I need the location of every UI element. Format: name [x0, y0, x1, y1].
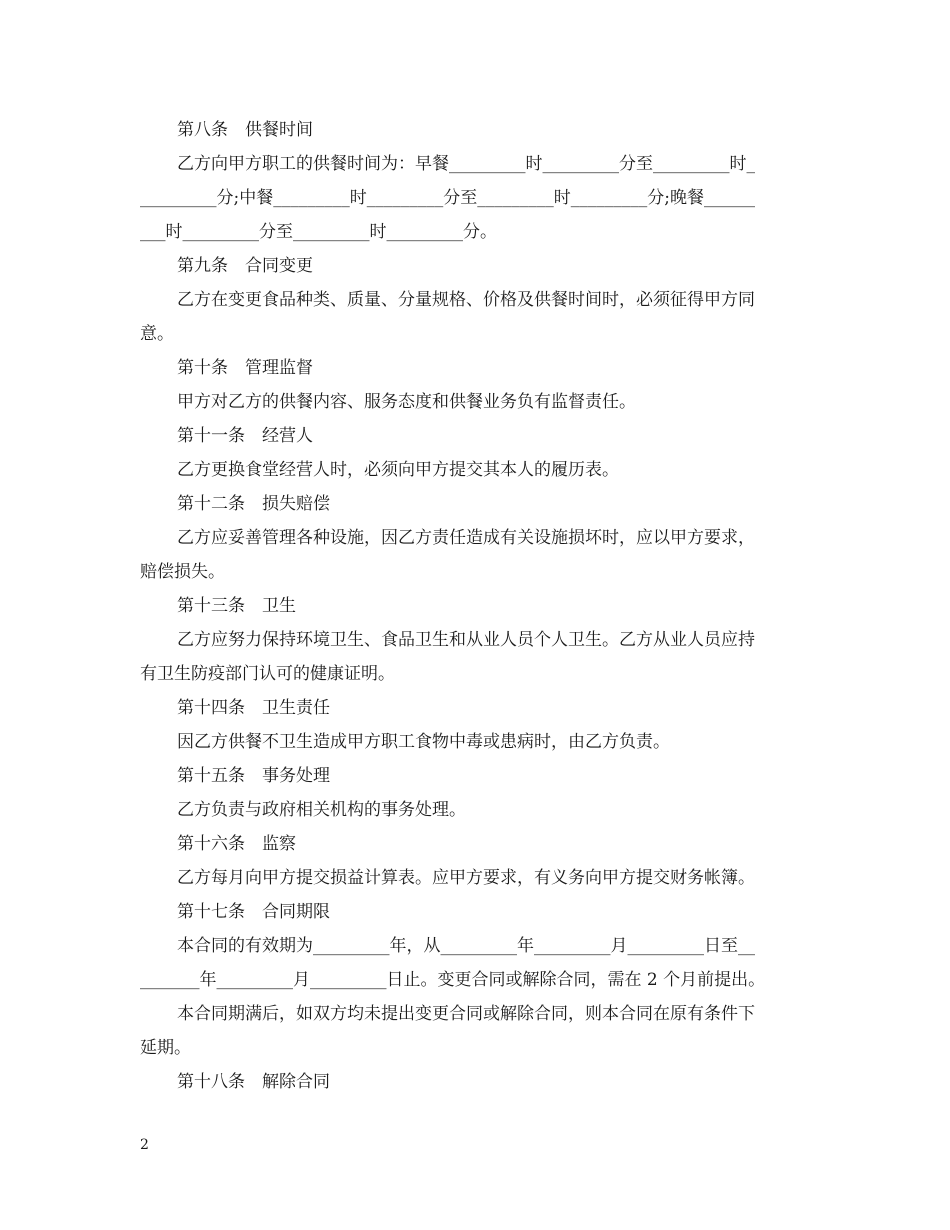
- paragraph-line: 乙方在变更食品种类、质量、分量规格、价格及供餐时间时，必须征得甲方同: [177, 290, 755, 310]
- article-heading: 第十三条 卫生: [177, 596, 296, 616]
- paragraph-line: 意。: [140, 324, 174, 344]
- article-heading: 第十二条 损失赔偿: [177, 494, 330, 514]
- paragraph-line: 本合同期满后，如双方均未提出变更合同或解除合同，则本合同在原有条件下: [177, 1004, 755, 1024]
- paragraph-line: 有卫生防疫部门认可的健康证明。: [140, 664, 395, 684]
- paragraph-line: 乙方负责与政府相关机构的事务处理。: [177, 800, 466, 820]
- paragraph-line: 乙方每月向甲方提交损益计算表。应甲方要求，有义务向甲方提交财务帐簿。: [177, 868, 755, 888]
- paragraph-line: _______年_________月_________日止。变更合同或解除合同，需在 2 个月前提出。: [140, 970, 766, 990]
- paragraph-line: 乙方更换食堂经营人时，必须向甲方提交其本人的履历表。: [177, 460, 619, 480]
- paragraph-line: ___时_________分至_________时_________分。: [140, 222, 497, 242]
- article-heading: 第十四条 卫生责任: [177, 698, 330, 718]
- article-heading: 第十六条 监察: [177, 834, 296, 854]
- paragraph-line: 乙方应妥善管理各种设施，因乙方责任造成有关设施损坏时，应以甲方要求，: [177, 528, 755, 548]
- article-heading: 第十一条 经营人: [177, 426, 313, 446]
- paragraph-line: 赔偿损失。: [140, 562, 225, 582]
- article-heading: 第十八条 解除合同: [177, 1072, 330, 1092]
- page-number: 2: [140, 1137, 149, 1153]
- paragraph-line: 甲方对乙方的供餐内容、服务态度和供餐业务负有监督责任。: [177, 392, 636, 412]
- paragraph-line: 乙方向甲方职工的供餐时间为：早餐_________时_________分至_________时_: [177, 154, 755, 174]
- article-heading: 第九条 合同变更: [177, 256, 313, 276]
- article-heading: 第十五条 事务处理: [177, 766, 330, 786]
- article-heading: 第十七条 合同期限: [177, 902, 330, 922]
- paragraph-line: 乙方应努力保持环境卫生、食品卫生和从业人员个人卫生。乙方从业人员应持: [177, 630, 755, 650]
- article-heading: 第十条 管理监督: [177, 358, 313, 378]
- paragraph-line: 延期。: [140, 1038, 191, 1058]
- paragraph-line: _________分;中餐_________时_________分至_________时_________分;晚餐______: [140, 188, 755, 208]
- article-heading: 第八条 供餐时间: [177, 120, 313, 140]
- paragraph-line: 本合同的有效期为_________年，从_________年_________月_________日至__: [177, 936, 755, 956]
- document-body: [140, 113, 812, 1099]
- paragraph-line: 因乙方供餐不卫生造成甲方职工食物中毒或患病时，由乙方负责。: [177, 732, 670, 752]
